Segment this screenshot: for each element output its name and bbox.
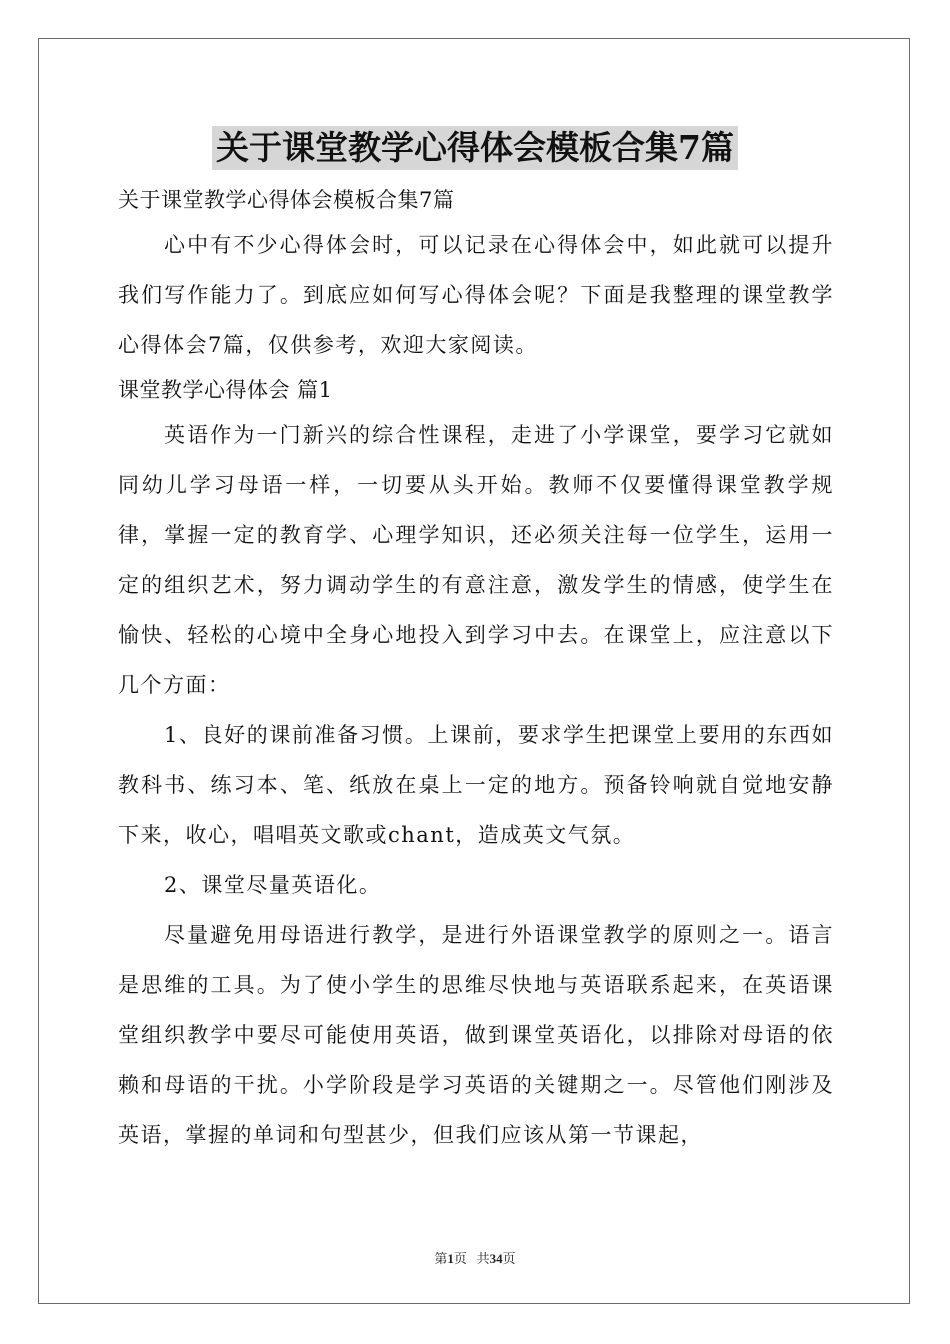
body-paragraph: 2、课堂尽量英语化。 [164,873,382,897]
footer-total-pages: 34 [489,1251,503,1266]
subtitle-line: 关于课堂教学心得体会模板合集7篇 [118,188,455,212]
footer-prefix: 第 [434,1251,448,1266]
document-title: 关于课堂教学心得体会模板合集7篇 [212,126,738,170]
footer-total-unit: 页 [502,1251,516,1266]
page-footer [0,1248,950,1267]
footer-page-unit: 页 [453,1251,467,1266]
body-paragraph: 英语作为一门新兴的综合性课程，走进了小学课堂，要学习它就如同幼儿学习母语一样，一切要从头开始。教师不仅要懂得课堂教学规律，掌握一定的教育学、心理学知识，还必须关注每一位学生，运用一定的组织艺术，努力调动学生的有意注意，激发学生的情感，使学生在愉快、轻松的心境中全身心地投入到学习中去。在课堂上，应注意以下几个方面： [118,423,834,697]
document-body [118,180,834,1160]
title-area [0,126,950,170]
footer-total-prefix: 共 [476,1251,490,1266]
section-heading: 课堂教学心得体会 篇1 [118,378,333,402]
footer-page-number: 1 [447,1251,454,1266]
body-paragraph: 1、良好的课前准备习惯。上课前，要求学生把课堂上要用的东西如教科书、练习本、笔、纸放在桌上一定的地方。预备铃响就自觉地安静下来，收心，唱唱英文歌或chant，造成英文气氛。 [118,723,834,847]
intro-paragraph: 心中有不少心得体会时，可以记录在心得体会中，如此就可以提升我们写作能力了。到底应如何写心得体会呢？下面是我整理的课堂教学心得体会7篇，仅供参考，欢迎大家阅读。 [118,233,834,357]
body-paragraph: 尽量避免用母语进行教学，是进行外语课堂教学的原则之一。语言是思维的工具。为了使小学生的思维尽快地与英语联系起来，在英语课堂组织教学中要尽可能使用英语，做到课堂英语化，以排除对母语的依赖和母语的干扰。小学阶段是学习英语的关键期之一。尽管他们刚涉及英语，掌握的单词和句型甚少，但我们应该从第一节课起， [118,923,834,1147]
